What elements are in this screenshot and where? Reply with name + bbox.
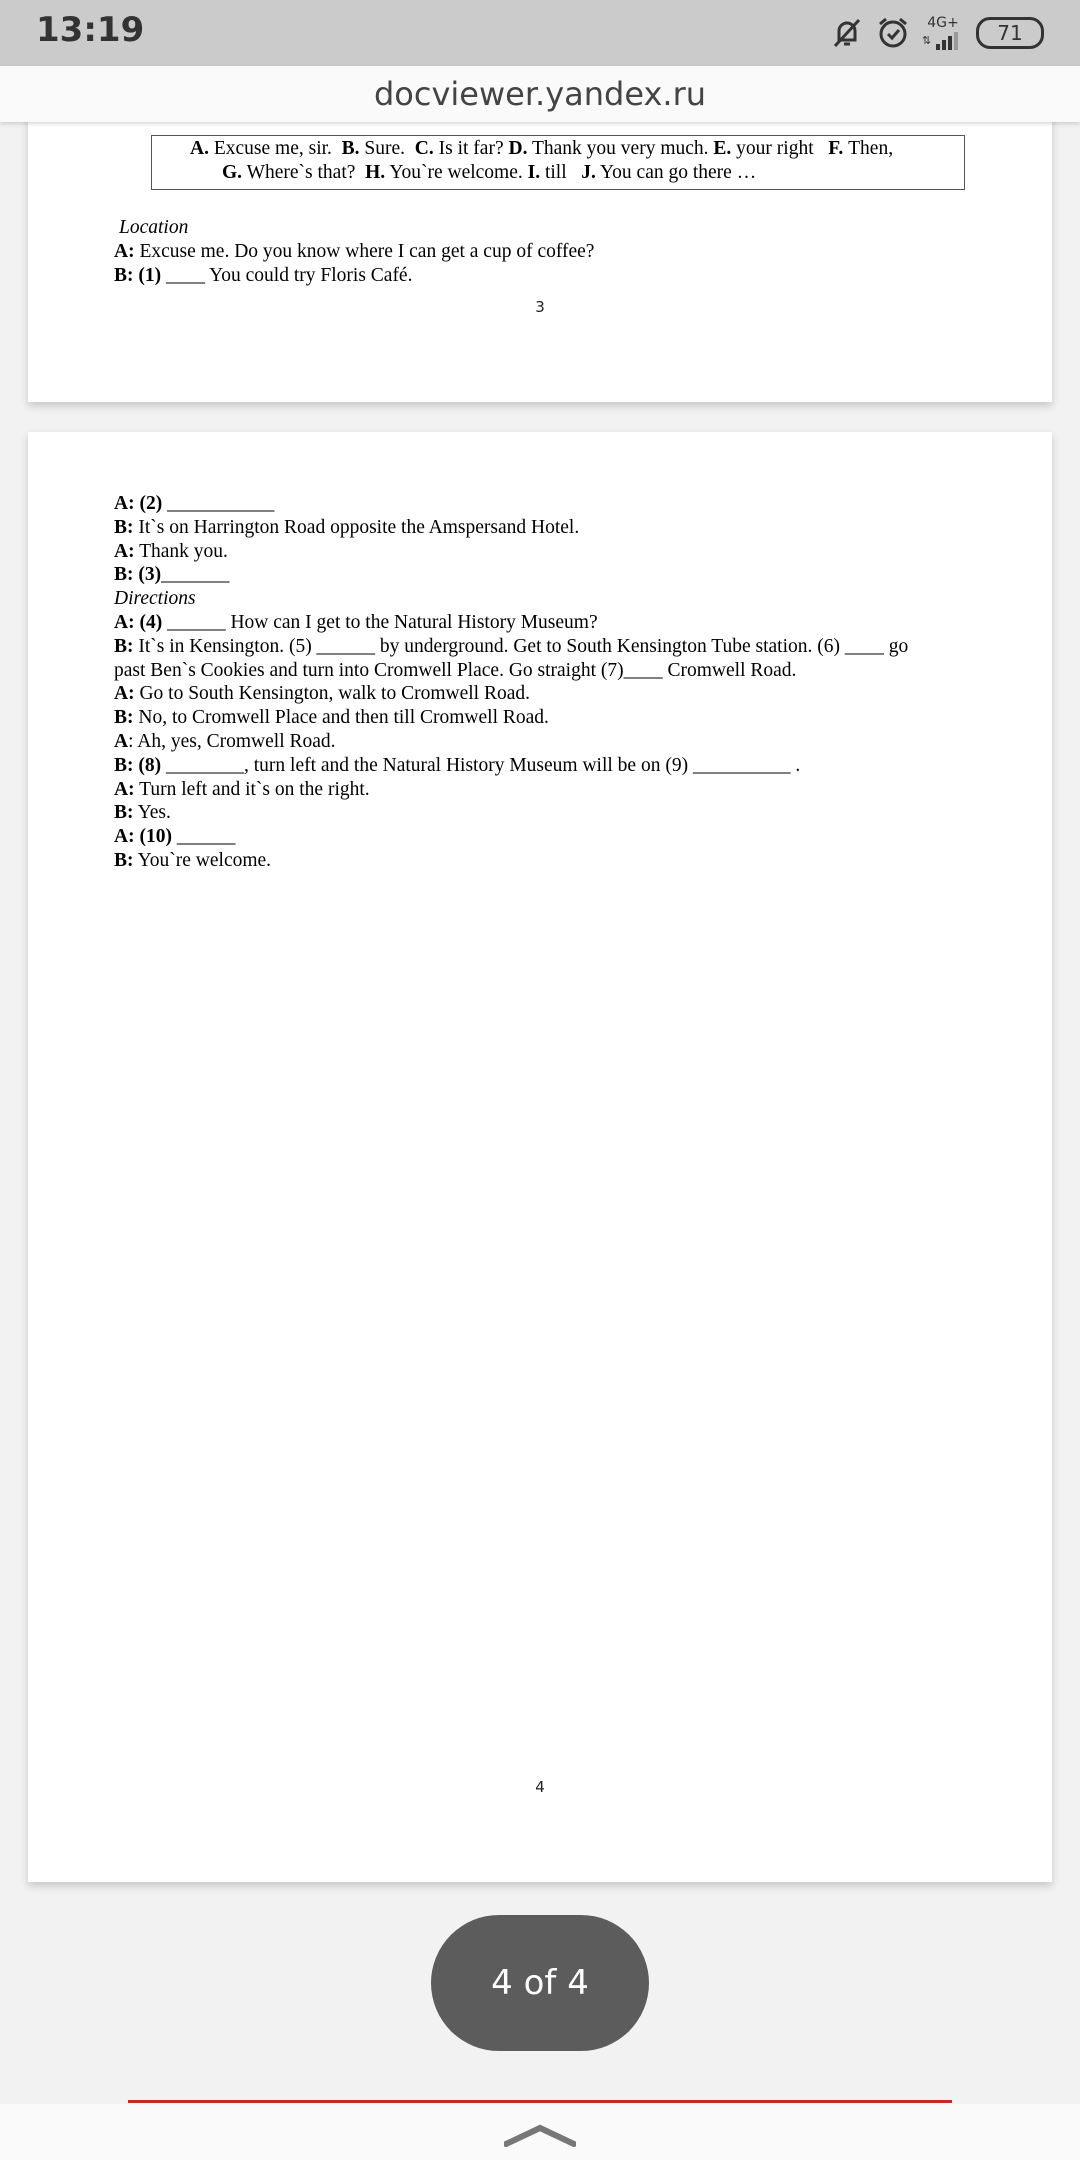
page-counter[interactable]: 4 of 4 bbox=[431, 1915, 649, 2051]
url-bar[interactable]: docviewer.yandex.ru bbox=[0, 66, 1080, 122]
dialogue-line: B: Yes. bbox=[114, 802, 171, 824]
dialogue-line: A: (2) ___________ bbox=[114, 493, 275, 514]
options-line-1: A. Excuse me, sir. B. Sure. C. Is it far? D. Thank you very much. E. your right F. Then, bbox=[190, 138, 894, 159]
progress-line bbox=[128, 2100, 952, 2103]
dialogue-line: past Ben`s Cookies and turn into Cromwell Place. Go straight (7)____ Cromwell Road. bbox=[114, 659, 797, 681]
location-dialogue bbox=[114, 216, 994, 287]
directions-dialogue bbox=[114, 492, 994, 873]
section-heading-directions: Directions bbox=[114, 588, 196, 610]
page-number: 3 bbox=[535, 298, 545, 316]
network-indicator bbox=[922, 16, 964, 50]
dialogue-line: B: It`s in Kensington. (5) ______ by underground. Get to South Kensington Tube station. (6) ____ go bbox=[114, 635, 909, 657]
section-heading-location: Location bbox=[119, 217, 189, 238]
dialogue-line: B: (8) ________, turn left and the Natural History Museum will be on (9) __________ . bbox=[114, 754, 801, 776]
answer-options-box bbox=[151, 135, 965, 190]
dialogue-line: A: Go to South Kensington, walk to Cromwell Road. bbox=[114, 683, 530, 705]
chevron-up-icon[interactable] bbox=[504, 2122, 576, 2148]
document-page-3 bbox=[28, 100, 1052, 402]
network-type: 4G+ bbox=[927, 15, 959, 31]
dialogue-line: B: (3)_______ bbox=[114, 564, 230, 586]
dialogue-line: A: Excuse me. Do you know where I can get a cup of coffee? bbox=[114, 240, 595, 262]
clock: 13:19 bbox=[36, 10, 145, 50]
alarm-icon bbox=[876, 16, 910, 50]
options-line-2: G. Where`s that? H. You`re welcome. I. till J. You can go there … bbox=[222, 161, 757, 183]
dialogue-line: A: (4) ______ How can I get to the Natural History Museum? bbox=[114, 611, 598, 633]
document-page-4 bbox=[28, 432, 1052, 1882]
dialogue-line: B: It`s on Harrington Road opposite the Amspersand Hotel. bbox=[114, 516, 580, 538]
mute-bell-icon bbox=[830, 16, 864, 50]
dialogue-line: B: You`re welcome. bbox=[114, 849, 272, 871]
signal-icon bbox=[922, 30, 964, 50]
dialogue-line: A: Turn left and it`s on the right. bbox=[114, 778, 370, 800]
dialogue-line: B: (1) ____ You could try Floris Café. bbox=[114, 264, 413, 286]
dialogue-line: A: Ah, yes, Cromwell Road. bbox=[114, 730, 336, 752]
dialogue-line: A: Thank you. bbox=[114, 540, 228, 562]
status-bar bbox=[0, 0, 1080, 66]
page-number: 4 bbox=[535, 1778, 545, 1796]
battery-indicator: 71 bbox=[976, 17, 1044, 49]
svg-text:⇅: ⇅ bbox=[922, 34, 932, 47]
status-icons bbox=[830, 10, 1044, 56]
dialogue-line: A: (10) ______ bbox=[114, 826, 236, 848]
dialogue-line: B: No, to Cromwell Place and then till Cromwell Road. bbox=[114, 707, 549, 729]
